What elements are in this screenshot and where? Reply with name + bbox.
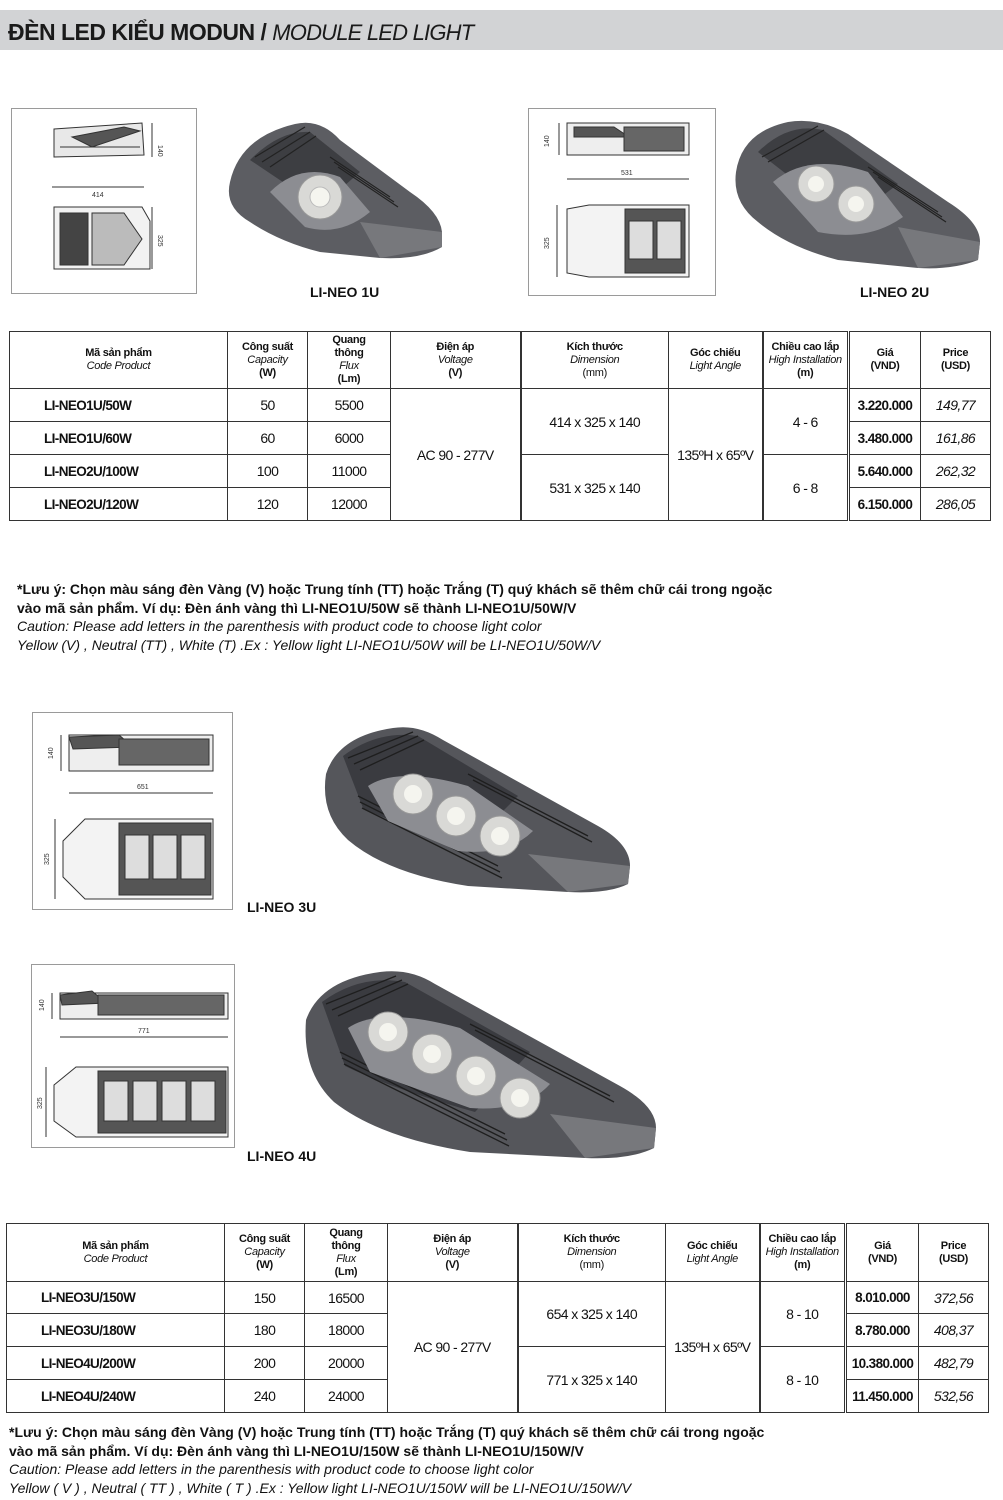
cell-price-vnd: 3.220.000 <box>849 389 921 422</box>
cell-price-usd: 408,37 <box>919 1314 989 1347</box>
cell-capacity: 200 <box>225 1347 305 1380</box>
lamp-photo-neo1u <box>210 112 450 262</box>
cell-dimension: 531 x 325 x 140 <box>521 455 669 521</box>
dim-height-neo3u: 140 <box>48 747 55 759</box>
color-note-1 <box>17 580 772 654</box>
dim-length-neo4u: 771 <box>138 1028 150 1035</box>
header-height: Chiều cao lắp High Installation (m) <box>760 1224 846 1282</box>
header-flux: Quang thông Flux (Lm) <box>308 332 391 389</box>
product-label-neo2u: LI-NEO 2U <box>860 284 930 300</box>
header-price-usd: Price (USD) <box>919 1224 989 1282</box>
cell-price-vnd: 3.480.000 <box>849 422 921 455</box>
cell-price-usd: 262,32 <box>921 455 991 488</box>
technical-drawing-neo1u <box>11 108 197 294</box>
cell-capacity: 240 <box>225 1380 305 1413</box>
cell-code: LI-NEO4U/240W <box>7 1380 225 1413</box>
note-vi-line2: vào mã sản phẩm. Ví dụ: Đèn ánh vàng thì LI-NEO1U/150W sẽ thành LI-NEO1U/150W/V <box>9 1442 584 1459</box>
spec-table-2 <box>6 1223 989 1413</box>
title-vi: ĐÈN LED KIỂU MODUN <box>8 19 255 45</box>
cell-flux: 16500 <box>305 1282 388 1314</box>
note-en-line1: Caution: Please add letters in the parenthesis with product code to choose light color <box>17 618 542 634</box>
title-en: MODULE LED LIGHT <box>272 20 474 45</box>
technical-drawing-neo4u <box>31 964 235 1148</box>
cell-code: LI-NEO3U/180W <box>7 1314 225 1347</box>
cell-code: LI-NEO2U/120W <box>10 488 228 521</box>
header-dimension: Kích thước Dimension (mm) <box>521 332 669 389</box>
cell-price-usd: 149,77 <box>921 389 991 422</box>
header-voltage: Điện áp Voltage (V) <box>391 332 521 389</box>
cell-capacity: 60 <box>228 422 308 455</box>
cell-code: LI-NEO1U/60W <box>10 422 228 455</box>
header-code: Mã sản phẩm Code Product <box>10 332 228 389</box>
cell-price-usd: 532,56 <box>919 1380 989 1413</box>
header-height: Chiều cao lắp High Installation (m) <box>763 332 849 389</box>
dim-width-neo2u: 325 <box>544 237 551 249</box>
cell-flux: 12000 <box>308 488 391 521</box>
header-price-vnd: Giá (VND) <box>846 1224 919 1282</box>
header-angle: Góc chiếu Light Angle <box>666 1224 760 1282</box>
table-header-row <box>7 1224 989 1282</box>
header-price-vnd: Giá (VND) <box>849 332 921 389</box>
dim-height-neo4u: 140 <box>39 999 46 1011</box>
cell-code: LI-NEO1U/50W <box>10 389 228 422</box>
header-flux: Quang thông Flux (Lm) <box>305 1224 388 1282</box>
table-header-row <box>10 332 991 389</box>
page-title <box>8 19 473 46</box>
cell-flux: 5500 <box>308 389 391 422</box>
cell-code: LI-NEO2U/100W <box>10 455 228 488</box>
cell-flux: 18000 <box>305 1314 388 1347</box>
table-row <box>7 1282 989 1314</box>
title-separator: / <box>260 19 267 45</box>
dim-length-neo1u: 414 <box>92 192 104 199</box>
note-en-line1: Caution: Please add letters in the parenthesis with product code to choose light color <box>9 1461 534 1477</box>
note-en-line2: Yellow (V) , Neutral (TT) , White (T) .Ex : Yellow light LI-NEO1U/50W will be LI-NEO1U/50W/V <box>17 636 601 653</box>
cell-height: 4 - 6 <box>763 389 849 455</box>
cell-price-vnd: 8.010.000 <box>846 1282 919 1314</box>
dim-height-neo1u: 140 <box>156 145 163 157</box>
cell-flux: 11000 <box>308 455 391 488</box>
cell-price-usd: 482,79 <box>919 1347 989 1380</box>
header-price-usd: Price (USD) <box>921 332 991 389</box>
cell-dimension: 654 x 325 x 140 <box>518 1282 666 1347</box>
cell-flux: 24000 <box>305 1380 388 1413</box>
lamp-photo-neo2u <box>728 112 988 272</box>
cell-capacity: 150 <box>225 1282 305 1314</box>
cell-voltage: AC 90 - 277V <box>391 389 521 521</box>
cell-angle: 135ºH x 65ºV <box>669 389 763 521</box>
spec-table-1 <box>9 331 991 521</box>
color-note-2 <box>9 1423 764 1497</box>
note-en-line2: Yellow ( V ) , Neutral ( TT ) , White ( T ) .Ex : Yellow light LI-NEO1U/150W will be LI-NEO1U/150W/V <box>9 1479 632 1496</box>
dim-length-neo3u: 651 <box>137 784 149 791</box>
header-angle: Góc chiếu Light Angle <box>669 332 763 389</box>
product-label-neo3u: LI-NEO 3U <box>247 899 317 915</box>
dim-height-neo2u: 140 <box>544 135 551 147</box>
cell-capacity: 180 <box>225 1314 305 1347</box>
dim-width-neo1u: 325 <box>156 235 163 247</box>
note-vi-line1: *Lưu ý: Chọn màu sáng đèn Vàng (V) hoặc Trung tính (TT) hoặc Trắng (T) quý khách sẽ thêm chữ cái trong ngoặc <box>17 581 773 597</box>
note-vi-line1: *Lưu ý: Chọn màu sáng đèn Vàng (V) hoặc Trung tính (TT) hoặc Trắng (T) quý khách sẽ thêm chữ cái trong ngoặc <box>9 1424 765 1440</box>
cell-flux: 20000 <box>305 1347 388 1380</box>
cell-price-usd: 372,56 <box>919 1282 989 1314</box>
cell-capacity: 120 <box>228 488 308 521</box>
header-code: Mã sản phẩm Code Product <box>7 1224 225 1282</box>
cell-code: LI-NEO4U/200W <box>7 1347 225 1380</box>
cell-code: LI-NEO3U/150W <box>7 1282 225 1314</box>
technical-drawing-neo2u <box>528 108 716 296</box>
product-label-neo4u: LI-NEO 4U <box>247 1148 317 1164</box>
product-label-neo1u: LI-NEO 1U <box>310 284 380 300</box>
cell-height: 8 - 10 <box>760 1282 846 1347</box>
technical-drawing-neo3u <box>32 712 233 910</box>
cell-price-vnd: 8.780.000 <box>846 1314 919 1347</box>
cell-flux: 6000 <box>308 422 391 455</box>
dim-width-neo3u: 325 <box>44 853 51 865</box>
cell-voltage: AC 90 - 277V <box>388 1282 518 1413</box>
cell-price-vnd: 6.150.000 <box>849 488 921 521</box>
dim-width-neo4u: 325 <box>37 1097 44 1109</box>
cell-price-usd: 286,05 <box>921 488 991 521</box>
cell-dimension: 771 x 325 x 140 <box>518 1347 666 1413</box>
header-voltage: Điện áp Voltage (V) <box>388 1224 518 1282</box>
cell-capacity: 100 <box>228 455 308 488</box>
dim-length-neo2u: 531 <box>621 170 633 177</box>
lamp-photo-neo3u <box>318 716 638 896</box>
page-header <box>0 10 1003 50</box>
header-capacity: Công suất Capacity (W) <box>225 1224 305 1282</box>
cell-price-usd: 161,86 <box>921 422 991 455</box>
header-dimension: Kích thước Dimension (mm) <box>518 1224 666 1282</box>
cell-price-vnd: 10.380.000 <box>846 1347 919 1380</box>
cell-price-vnd: 11.450.000 <box>846 1380 919 1413</box>
note-vi-line2: vào mã sản phẩm. Ví dụ: Đèn ánh vàng thì LI-NEO1U/50W sẽ thành LI-NEO1U/50W/V <box>17 599 577 616</box>
lamp-photo-neo4u <box>300 962 662 1162</box>
cell-angle: 135ºH x 65ºV <box>666 1282 760 1413</box>
cell-capacity: 50 <box>228 389 308 422</box>
header-capacity: Công suất Capacity (W) <box>228 332 308 389</box>
table-row <box>10 389 991 422</box>
cell-height: 8 - 10 <box>760 1347 846 1413</box>
cell-height: 6 - 8 <box>763 455 849 521</box>
cell-price-vnd: 5.640.000 <box>849 455 921 488</box>
cell-dimension: 414 x 325 x 140 <box>521 389 669 455</box>
